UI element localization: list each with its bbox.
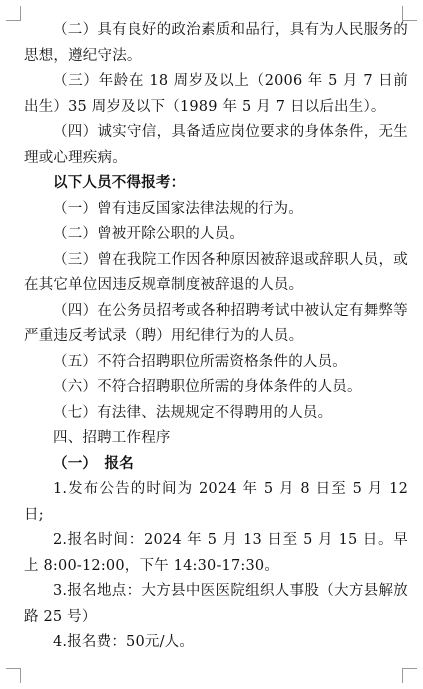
- exclusion-item-4: （四）在公务员招考或各种招聘考试中被认定有舞弊等严重违反考试录（聘）用纪律行为的人员。: [24, 302, 408, 344]
- exclusion-item-6: （六）不符合招聘职位所需的身体条件的人员。: [53, 379, 362, 395]
- requirement-age: （三）年龄在 18 周岁及以上（2006 年 5 月 7 日前出生）35 周岁及以下（1989 年 5 月 7 日以后出生）。: [24, 73, 408, 115]
- page-corner-mark-bottom-right: [402, 668, 417, 683]
- exclusion-item-5: （五）不符合招聘职位所需资格条件的人员。: [53, 353, 347, 370]
- exclusion-heading: 以下人员不得报考：: [53, 175, 186, 191]
- registration-announcement-period: 1.发布公告的时间为 2024 年 5 月 8 日至 5 月 12 日;: [24, 481, 408, 523]
- exclusion-item-3: （三）曾在我院工作因各种原因被辞退或辞职人员，或在其它单位因违反规章制度被辞退的人员。: [24, 251, 408, 293]
- registration-time: 2.报名时间：2024 年 5 月 13 日至 5 月 15 日。早上 8:00-12:00，下午 14:30-17:30。: [24, 532, 408, 574]
- exclusion-item-1: （一）曾有违反国家法律法规的行为。: [53, 200, 303, 217]
- requirement-health: （四）诚实守信，具备适应岗位要求的身体条件，无生理或心理疾病。: [24, 124, 408, 166]
- exclusion-item-2: （二）曾被开除公职的人员。: [53, 226, 245, 242]
- page-corner-mark-bottom-left: [6, 668, 21, 683]
- registration-location: 3.报名地点：大方县中医医院组织人事股（大方县解放路 25 号）: [24, 583, 408, 625]
- registration-fee: 4.报名费：50元/人。: [53, 634, 195, 650]
- document-body: [24, 18, 408, 656]
- exclusion-item-7: （七）有法律、法规规定不得聘用的人员。: [53, 404, 333, 421]
- page-corner-mark-top-left: [6, 6, 21, 21]
- requirement-politics: （二）具有良好的政治素质和品行，具有为人民服务的思想，遵纪守法。: [24, 22, 408, 64]
- section-heading-procedure: 四、招聘工作程序: [53, 430, 171, 446]
- subsection-heading-registration: （一） 报名: [53, 455, 134, 472]
